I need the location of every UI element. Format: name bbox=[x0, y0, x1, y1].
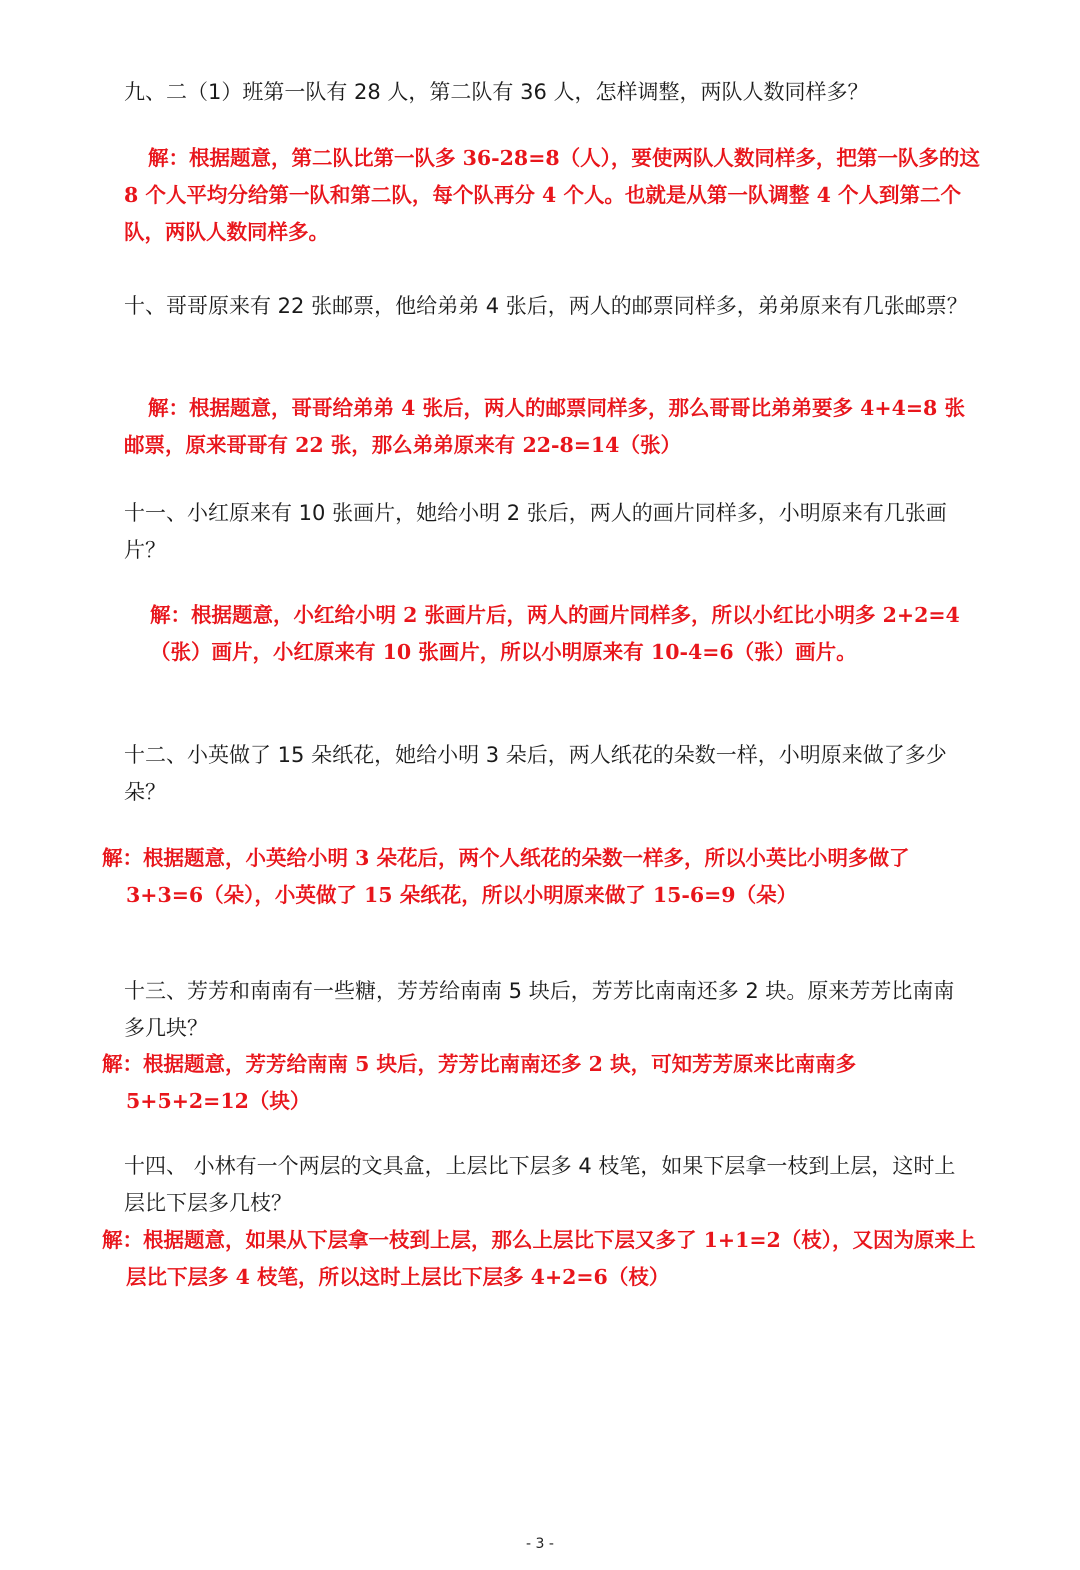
problem-14-question: 十四、 小林有一个两层的文具盒，上层比下层多 4 枝笔，如果下层拿一枝到上层，这时上层比下层多几枝？ bbox=[124, 1154, 956, 1215]
problem-12-answer: 解：根据题意，小英给小明 3 朵花后，两个人纸花的朵数一样多，所以小英比小明多做了 3+3=6（朵），小英做了 15 朵纸花，所以小明原来做了 15-6=9（朵） bbox=[102, 846, 910, 907]
problem-9-question: 九、二（1）班第一队有 28 人，第二队有 36 人，怎样调整，两队人数同样多？ bbox=[124, 80, 869, 104]
problem-10-question: 十、哥哥原来有 22 张邮票，他给弟弟 4 张后，两人的邮票同样多，弟弟原来有几张邮票？ bbox=[124, 294, 968, 318]
problem-11-answer: 解：根据题意，小红给小明 2 张画片后，两人的画片同样多，所以小红比小明多 2+2=4（张）画片，小红原来有 10 张画片，所以小明原来有 10-4=6（张）画片。 bbox=[150, 603, 960, 664]
problem-12-question: 十二、小英做了 15 朵纸花，她给小明 3 朵后，两人纸花的朵数一样，小明原来做了多少朵？ bbox=[124, 743, 947, 804]
page-number: - 3 - bbox=[526, 1536, 554, 1552]
problem-9-answer: 解：根据题意，第二队比第一队多 36-28=8（人），要使两队人数同样多，把第一队多的这 8 个人平均分给第一队和第二队，每个队再分 4 个人。也就是从第一队调整 4 个人到第二个队，两队人数同样多。 bbox=[124, 146, 980, 244]
problem-13-question: 十三、芳芳和南南有一些糖，芳芳给南南 5 块后，芳芳比南南还多 2 块。原来芳芳比南南多几块？ bbox=[124, 979, 955, 1040]
problem-10-answer: 解：根据题意，哥哥给弟弟 4 张后，两人的邮票同样多，那么哥哥比弟弟要多 4+4=8 张邮票，原来哥哥有 22 张，那么弟弟原来有 22-8=14（张） bbox=[124, 396, 965, 457]
problem-14-answer: 解：根据题意，如果从下层拿一枝到上层，那么上层比下层又多了 1+1=2（枝），又因为原来上层比下层多 4 枝笔，所以这时上层比下层多 4+2=6（枝） bbox=[102, 1228, 976, 1289]
problem-11-question: 十一、小红原来有 10 张画片，她给小明 2 张后，两人的画片同样多，小明原来有几张画片？ bbox=[124, 501, 947, 562]
problem-13-answer: 解：根据题意，芳芳给南南 5 块后，芳芳比南南还多 2 块，可知芳芳原来比南南多 5+5+2=12（块） bbox=[102, 1052, 857, 1113]
